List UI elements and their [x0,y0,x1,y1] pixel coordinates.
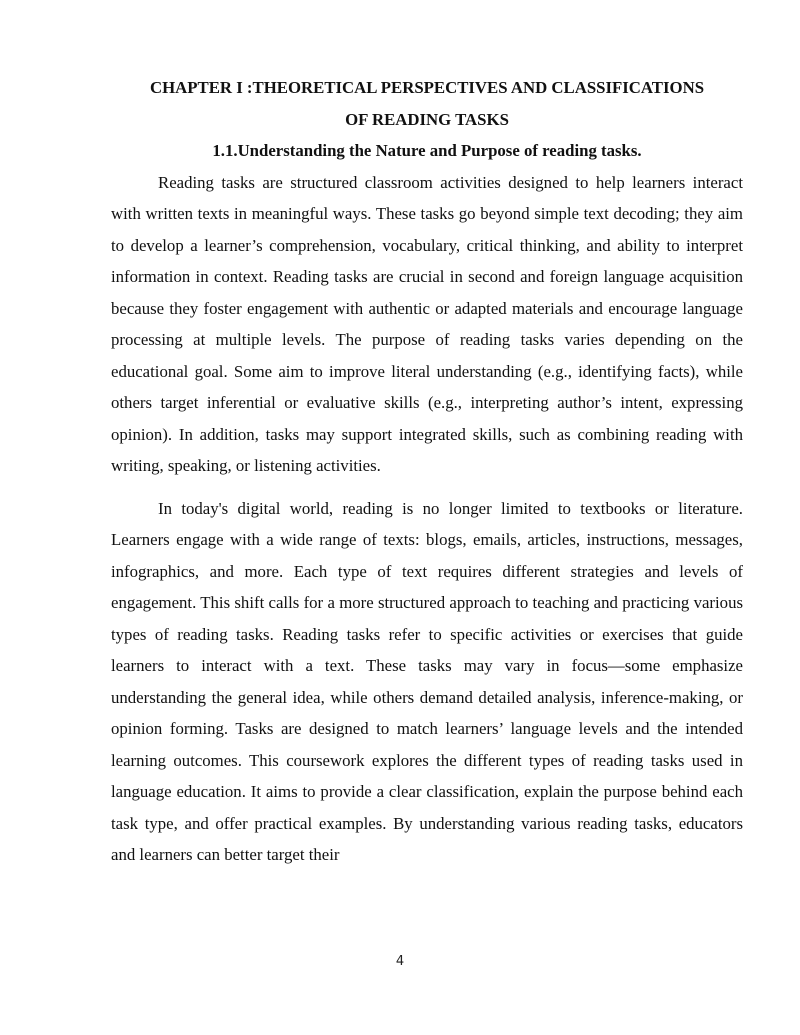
body-paragraph-1: Reading tasks are structured classroom activities designed to help learners interact with written texts in meaningful ways. These tasks go beyond simple text decoding; they aim to develop a learner’s comprehension, vocabulary, critical thinking, and ability to interpret information in context. Reading tasks are crucial in second and foreign language acquisition because they foster engagement with authentic or adapted materials and encourage language processing at multiple levels. The purpose of reading tasks varies depending on the educational goal. Some aim to improve literal understanding (e.g., identifying facts), while others target inferential or evaluative skills (e.g., interpreting author’s intent, expressing opinion). In addition, tasks may support integrated skills, such as combining reading with writing, speaking, or listening activities. [111,172,743,475]
chapter-title-line-1: CHAPTER I :THEORETICAL PERSPECTIVES AND CLASSIFICATIONS [149,78,705,97]
chapter-title-line-2: OF READING TASKS [345,109,509,129]
chapter-title [111,72,743,135]
page-number: 4 [395,954,405,969]
page-content [111,72,743,871]
body-paragraph-2: In today's digital world, reading is no longer limited to textbooks or literature. Learners engage with a wide range of texts: blogs, emails, articles, instructions, messages, infographics, and more. Each type of text requires different strategies and levels of engagement. This shift calls for a more structured approach to teaching and practicing various types of reading tasks. Reading tasks refer to specific activities or exercises that guide learners to interact with a text. These tasks may vary in focus—some emphasize understanding the general idea, while others demand detailed analysis, inference-making, or opinion forming. Tasks are designed to match learners’ language levels and the intended learning outcomes. This coursework explores the different types of reading tasks used in language education. It aims to provide a clear classification, explain the purpose behind each task type, and offer practical examples. By understanding various reading tasks, educators and learners can better target their [111,498,743,864]
section-title: 1.1.Understanding the Nature and Purpose of reading tasks. [212,141,642,160]
